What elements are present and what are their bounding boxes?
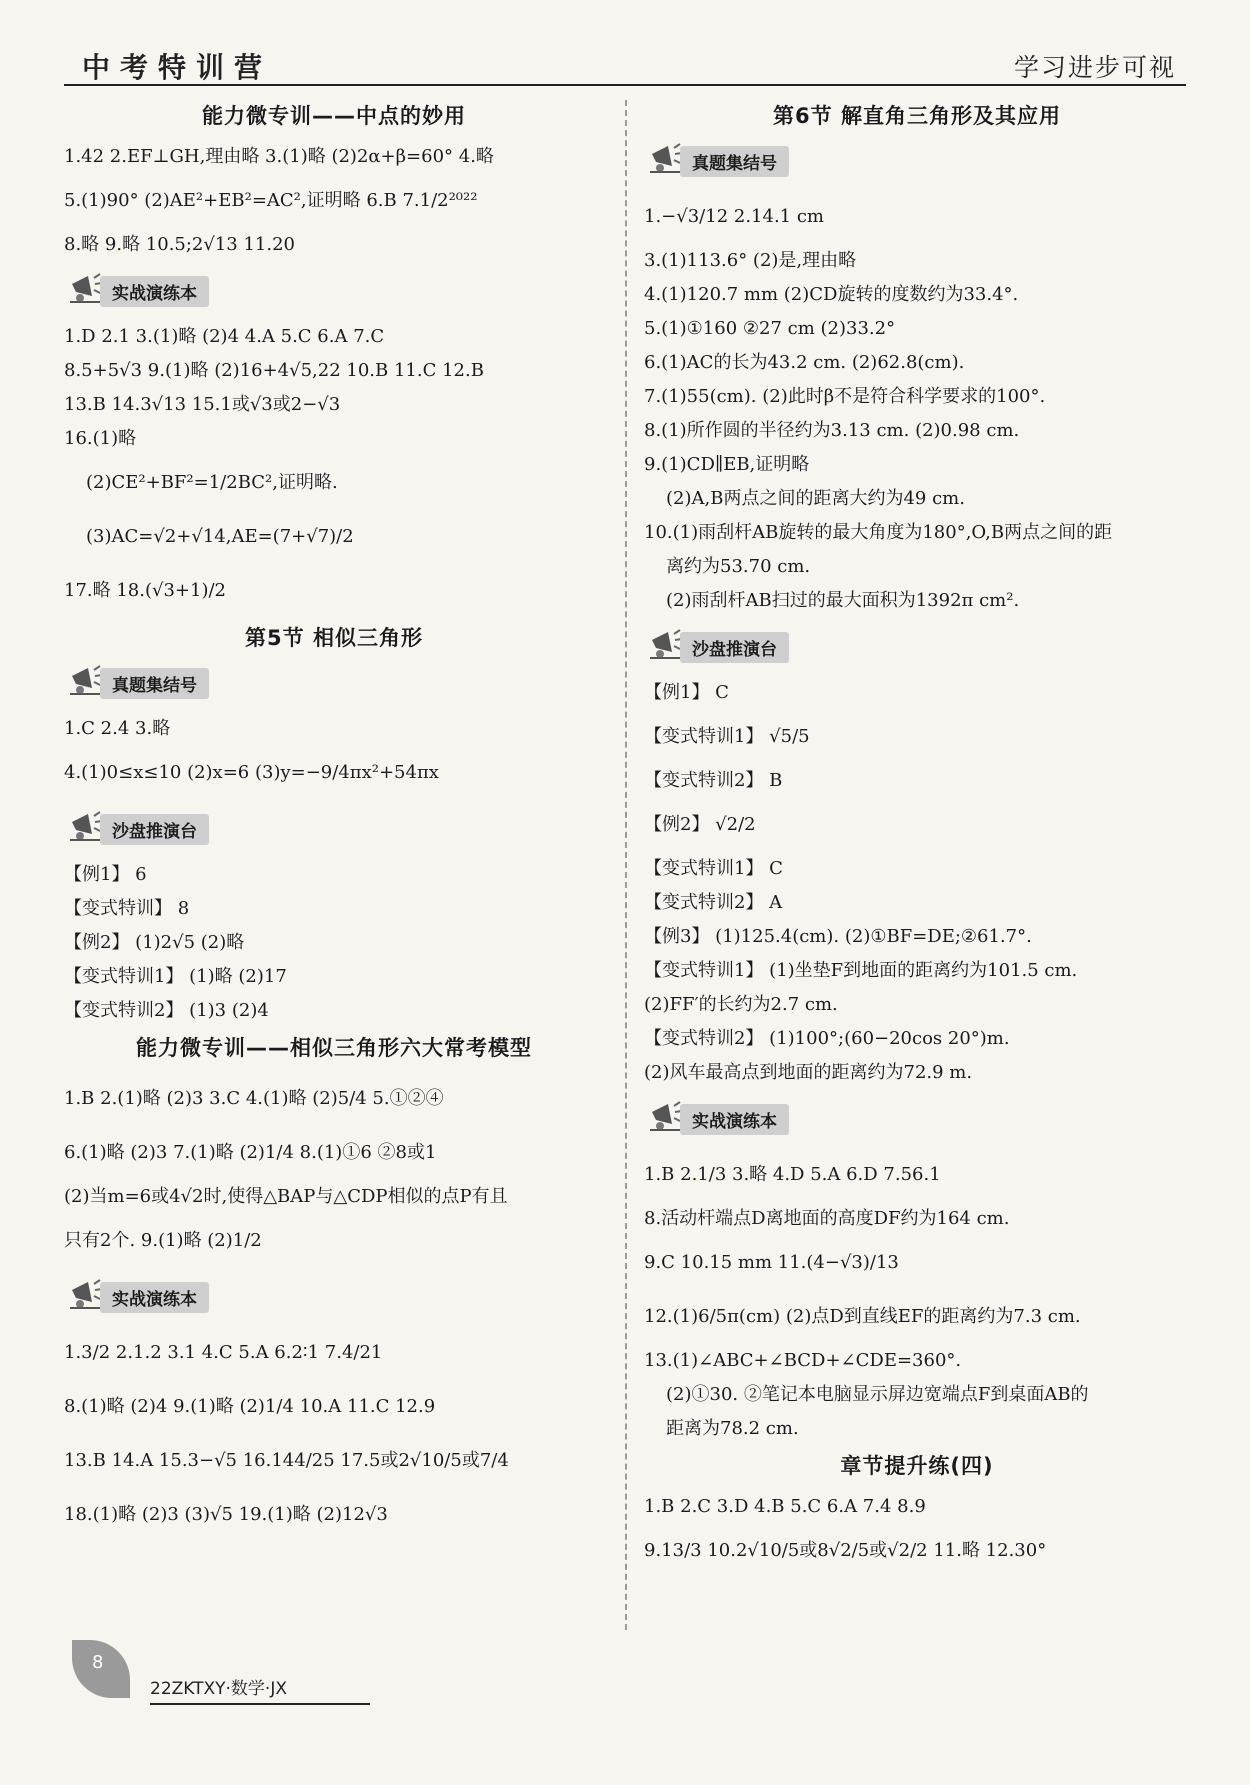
answer-line: 8.略 9.略 10.5;2√13 11.20 — [64, 234, 296, 255]
answer-line: 【例3】 (1)125.4(cm). (2)①BF=DE;②61.7°. — [644, 926, 1032, 947]
answer-line: 8.5+5√3 9.(1)略 (2)16+4√5,22 10.B 11.C 12.B — [64, 360, 484, 381]
answer-line: 1.−√3/12 2.14.1 cm — [644, 206, 824, 227]
answer-line: 4.(1)120.7 mm (2)CD旋转的度数约为33.4°. — [644, 284, 1019, 305]
answer-line: 4.(1)0≤x≤10 (2)x=6 (3)y=−9/4πx²+54πx — [64, 762, 439, 783]
header-tagline: 学习进步可视 — [1013, 53, 1176, 82]
section-title: 章节提升练(四) — [840, 1454, 994, 1478]
answer-line: 1.B 2.1/3 3.略 4.D 5.A 6.D 7.56.1 — [644, 1164, 941, 1185]
answer-line: (2)A,B两点之间的距离大约为49 cm. — [666, 488, 965, 509]
answer-line: 13.B 14.3√13 15.1或√3或2−√3 — [64, 394, 341, 415]
subsection-badge — [64, 808, 604, 848]
answer-line: 【例1】 6 — [64, 864, 147, 885]
answer-line: 【变式特训1】 C — [644, 858, 783, 879]
answer-line: 13.(1)∠ABC+∠BCD+∠CDE=360°. — [644, 1350, 962, 1371]
column-divider — [625, 100, 627, 1630]
answer-line: 17.略 18.(√3+1)/2 — [64, 580, 226, 601]
answer-line: 【例2】 √2/2 — [644, 814, 756, 835]
answer-line: 离约为53.70 cm. — [666, 556, 811, 577]
answer-line: 【变式特训2】 (1)100°;(60−20cos 20°)m. — [644, 1028, 1010, 1049]
answer-line: 9.(1)CD∥EB,证明略 — [644, 454, 810, 475]
subsection-badge-label: 实战演练本 — [100, 1282, 209, 1313]
answer-line: 【变式特训2】 B — [644, 770, 783, 791]
section-title: 第5节 相似三角形 — [245, 626, 423, 650]
subsection-badge — [644, 626, 1190, 666]
answer-line: (2)雨刮杆AB扫过的最大面积为1392π cm². — [666, 590, 1020, 611]
subsection-badge-label: 真题集结号 — [100, 668, 209, 699]
answer-line: 9.13/3 10.2√10/5或8√2/5或√2/2 11.略 12.30° — [644, 1540, 1047, 1561]
answer-line: 1.B 2.(1)略 (2)3 3.C 4.(1)略 (2)5/4 5.①②④ — [64, 1088, 444, 1109]
section-title: 能力微专训——相似三角形六大常考模型 — [136, 1036, 532, 1060]
answer-line: 18.(1)略 (2)3 (3)√5 19.(1)略 (2)12√3 — [64, 1504, 388, 1525]
answer-line: (2)FF′的长约为2.7 cm. — [644, 994, 838, 1015]
subsection-badge — [644, 1098, 1190, 1138]
answer-line: 5.(1)①160 ②27 cm (2)33.2° — [644, 318, 896, 339]
answer-line: 1.42 2.EF⊥GH,理由略 3.(1)略 (2)2α+β=60° 4.略 — [64, 146, 494, 167]
answer-line: 【变式特训2】 (1)3 (2)4 — [64, 1000, 269, 1021]
answer-line: 3.(1)113.6° (2)是,理由略 — [644, 250, 857, 271]
right-column — [644, 96, 1190, 1578]
page-header — [64, 40, 1186, 86]
answer-line: 9.C 10.15 mm 11.(4−√3)/13 — [644, 1252, 899, 1273]
brand-title: 中考特训营 — [82, 51, 273, 84]
answer-line: 【变式特训1】 (1)坐垫F到地面的距离约为101.5 cm. — [644, 960, 1078, 981]
section-title: 能力微专训——中点的妙用 — [202, 104, 466, 128]
answer-line: 【例2】 (1)2√5 (2)略 — [64, 932, 245, 953]
answer-line: (2)风车最高点到地面的距离约为72.9 m. — [644, 1062, 973, 1083]
subsection-badge — [64, 1276, 604, 1316]
answer-line: (2)CE²+BF²=1/2BC²,证明略. — [86, 472, 338, 493]
subsection-badge-label: 实战演练本 — [680, 1104, 789, 1135]
answer-line: (2)①30. ②笔记本电脑显示屏边宽端点F到桌面AB的 — [666, 1384, 1089, 1405]
answer-line: 1.C 2.4 3.略 — [64, 718, 171, 739]
answer-line: 5.(1)90° (2)AE²+EB²=AC²,证明略 6.B 7.1/2²⁰²² — [64, 190, 478, 211]
answer-line: (3)AC=√2+√14,AE=(7+√7)/2 — [86, 526, 354, 547]
subsection-badge — [64, 270, 604, 310]
answer-line: 1.B 2.C 3.D 4.B 5.C 6.A 7.4 8.9 — [644, 1496, 926, 1517]
answer-line: 【例1】 C — [644, 682, 729, 703]
subsection-badge — [64, 662, 604, 702]
subsection-badge-label: 沙盘推演台 — [100, 814, 209, 845]
answer-line: 【变式特训1】 √5/5 — [644, 726, 810, 747]
answer-line: 8.(1)略 (2)4 9.(1)略 (2)1/4 10.A 11.C 12.9 — [64, 1396, 436, 1417]
answer-line: 8.活动杆端点D离地面的高度DF约为164 cm. — [644, 1208, 1010, 1229]
footer-code: 22ZKTXY·数学·JX — [150, 1674, 370, 1705]
answer-line: 8.(1)所作圆的半径约为3.13 cm. (2)0.98 cm. — [644, 420, 1020, 441]
subsection-badge-label: 实战演练本 — [100, 276, 209, 307]
answer-line: 6.(1)AC的长为43.2 cm. (2)62.8(cm). — [644, 352, 965, 373]
answer-line: 【变式特训1】 (1)略 (2)17 — [64, 966, 287, 987]
subsection-badge-label: 真题集结号 — [680, 146, 789, 177]
answer-line: 只有2个. 9.(1)略 (2)1/2 — [64, 1230, 262, 1251]
answer-line: 6.(1)略 (2)3 7.(1)略 (2)1/4 8.(1)①6 ②8或1 — [64, 1142, 437, 1163]
answer-line: 距离为78.2 cm. — [666, 1418, 799, 1439]
answer-line: 13.B 14.A 15.3−√5 16.144/25 17.5或2√10/5或7/4 — [64, 1450, 509, 1471]
answer-line: 1.3/2 2.1.2 3.1 4.C 5.A 6.2∶1 7.4/21 — [64, 1342, 383, 1363]
left-column — [64, 96, 604, 1542]
answer-line: 16.(1)略 — [64, 428, 137, 449]
answer-line: 【变式特训】 8 — [64, 898, 190, 919]
answer-line: (2)当m=6或4√2时,使得△BAP与△CDP相似的点P有且 — [64, 1186, 508, 1207]
answer-line: 12.(1)6/5π(cm) (2)点D到直线EF的距离约为7.3 cm. — [644, 1306, 1081, 1327]
answer-line: 【变式特训2】 A — [644, 892, 783, 913]
answer-line: 1.D 2.1 3.(1)略 (2)4 4.A 5.C 6.A 7.C — [64, 326, 385, 347]
page-number: 8 — [92, 1652, 104, 1673]
answer-line: 7.(1)55(cm). (2)此时β不是符合科学要求的100°. — [644, 386, 1046, 407]
section-title: 第6节 解直角三角形及其应用 — [773, 104, 1061, 128]
subsection-badge-label: 沙盘推演台 — [680, 632, 789, 663]
subsection-badge — [644, 140, 1190, 180]
answer-line: 10.(1)雨刮杆AB旋转的最大角度为180°,O,B两点之间的距 — [644, 522, 1113, 543]
